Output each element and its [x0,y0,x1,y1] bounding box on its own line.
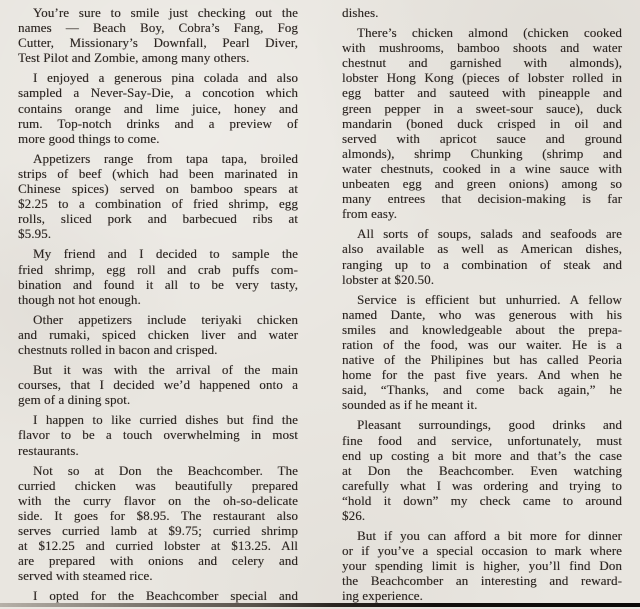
text-line: Cutter, Missionary’s Downfall, Pearl Diver, [18,35,298,51]
text-line: your spending limit is higher, you’ll find Don [342,558,622,574]
text-line: restaurants. [18,442,79,458]
paragraph [18,5,298,65]
text-line: or if you’ve a special occasion to mark where [342,543,622,559]
text-line: I happen to like curried dishes but find the [33,412,298,428]
paragraph [18,151,298,242]
paragraph [18,362,298,407]
text-line: $2.25 to a combination of fried shrimp, egg [18,196,298,212]
text-line: though not hot enough. [18,291,141,307]
text-line: fried shrimp, egg roll and crab puffs com- [18,261,298,277]
bottom-rule [0,603,640,607]
paragraph [18,70,298,145]
text-line: ration of the food, was our waiter. He is a [342,336,622,352]
paragraph [342,528,622,603]
text-line: egg batter and sauteed with pineapple and [342,85,622,101]
text-line: serves curried lamb at $9.75; curried shrimp [18,523,298,538]
text-line: said, “Thanks, and come back again,” he [342,382,622,398]
text-line: lobster Hong Kong (pieces of lobster rolled in [342,70,622,86]
text-line: named Dante, who was generous with his [342,306,622,322]
text-line: served with steamed rice. [18,568,153,584]
paragraph [342,226,622,286]
text-line: chestnuts rolled in bacon and crisped. [18,341,218,357]
article-column-right [342,5,622,609]
text-line: But if you can afford a bit more for dinner [357,528,622,544]
paragraph [342,5,622,20]
text-line: smiles and knowledgeable about the prepa- [342,321,622,337]
text-line: home for the past five years. And when he [342,367,622,383]
text-line: mandarin (boned duck crisped in oil and [342,115,622,131]
text-line: green pepper in a sweet-sour sauce), duck [342,100,622,116]
text-line: contains orange and lime juice, honey and [18,100,298,116]
text-line: sounded as if he meant it. [342,397,478,413]
text-line: and rumaki, spiced chicken liver and water [18,326,298,342]
text-line: Appetizers range from tapa tapa, broiled [33,150,298,166]
text-line: native of the Philipines but has called Peoria [342,352,622,368]
text-line: All sorts of soups, salads and seafoods are [357,226,622,242]
text-line: You’re sure to smile just checking out the [33,5,298,20]
text-line: “hold it down” my check came to around [342,492,622,508]
paragraph [342,25,622,221]
text-line: ing experience. [342,588,423,604]
text-line: chestnut and garnished with almonds), [342,55,622,71]
text-line: more good things to come. [18,130,160,146]
text-line: sampled a Never-Say-Die, a concotion which [18,85,298,101]
text-line: I opted for the Beachcomber special and [33,588,298,604]
text-line: with the curry flavor on the oh-so-delicate [18,492,298,508]
text-line: almonds), shrimp Chunking (shrimp and [342,145,622,161]
text-line: side. It goes for $8.95. The restaurant also [18,507,298,523]
paragraph [342,292,622,413]
text-line: unbeaten egg and green onions) among so [342,176,622,192]
article-column-left [18,5,298,609]
text-line: at $12.25 and curried lobster at $13.25. All [18,538,298,554]
paragraph [18,246,298,306]
text-line: courses, that I decided we’d happened onto a [18,377,298,393]
text-line: water chestnuts, cooked in a wine sauce with [342,160,622,176]
text-line: bination and found it all to be very tasty, [18,276,298,292]
text-line: carefully what I was ordering and trying to [342,477,622,493]
text-line: $5.95. [18,226,52,242]
text-line: Pleasant surroundings, good drinks and [357,417,622,433]
text-line: flavor to be a touch overwhelming in most [18,427,298,443]
text-line: fine food and service, unfortunately, must [342,432,622,448]
text-line: lobster at $20.50. [342,271,435,287]
text-line: are prepared with onions and celery and [18,553,298,569]
paragraph [18,588,298,603]
text-line: rolls, sliced pork and barbecued ribs at [18,211,298,227]
text-line: Chinese spices) served on bamboo spears at [18,181,298,197]
text-line: dishes. [342,5,379,20]
text-line: at Don the Beachcomber. Even watching [342,462,622,478]
text-line: served with apricot sauce and ground [342,130,622,146]
text-line: Not so at Don the Beachcomber. The [33,462,298,478]
text-line: curried chicken was beautifully prepared [18,477,298,493]
text-line: many entrees that decision-making is far [342,191,622,207]
text-line: My friend and I decided to sample the [33,246,298,262]
text-line: strips of beef (which had been marinated in [18,165,298,181]
paragraph [342,417,622,523]
paragraph [18,412,298,457]
text-line: end up costing a bit more and that’s the case [342,447,622,463]
text-line: rum. Top-notch drinks and a preview of [18,115,298,131]
text-line: Test Pilot and Zombie, among many others. [18,50,250,66]
text-line: the Beachcomber an interesting and reward- [342,573,622,589]
text-line: from easy. [342,206,398,222]
paragraph [18,463,298,584]
text-line: names — Beach Boy, Cobra’s Fang, Fog [18,20,298,36]
text-line: But it was with the arrival of the main [33,362,298,378]
text-line: gem of a dining spot. [18,392,131,408]
text-line: Service is efficient but unhurried. A fellow [357,291,622,307]
paragraph [18,312,298,357]
text-line: with mushrooms, bamboo shoots and water [342,40,622,56]
text-line: ranging up to a combination of steak and [342,256,622,272]
text-line: There’s chicken almond (chicken cooked [357,25,622,41]
text-line: Other appetizers include teriyaki chicken [33,311,298,327]
text-line: also available as well as American dishes, [342,241,622,257]
text-line: I enjoyed a generous pina colada and also [33,70,298,86]
text-line: $26. [342,508,366,523]
